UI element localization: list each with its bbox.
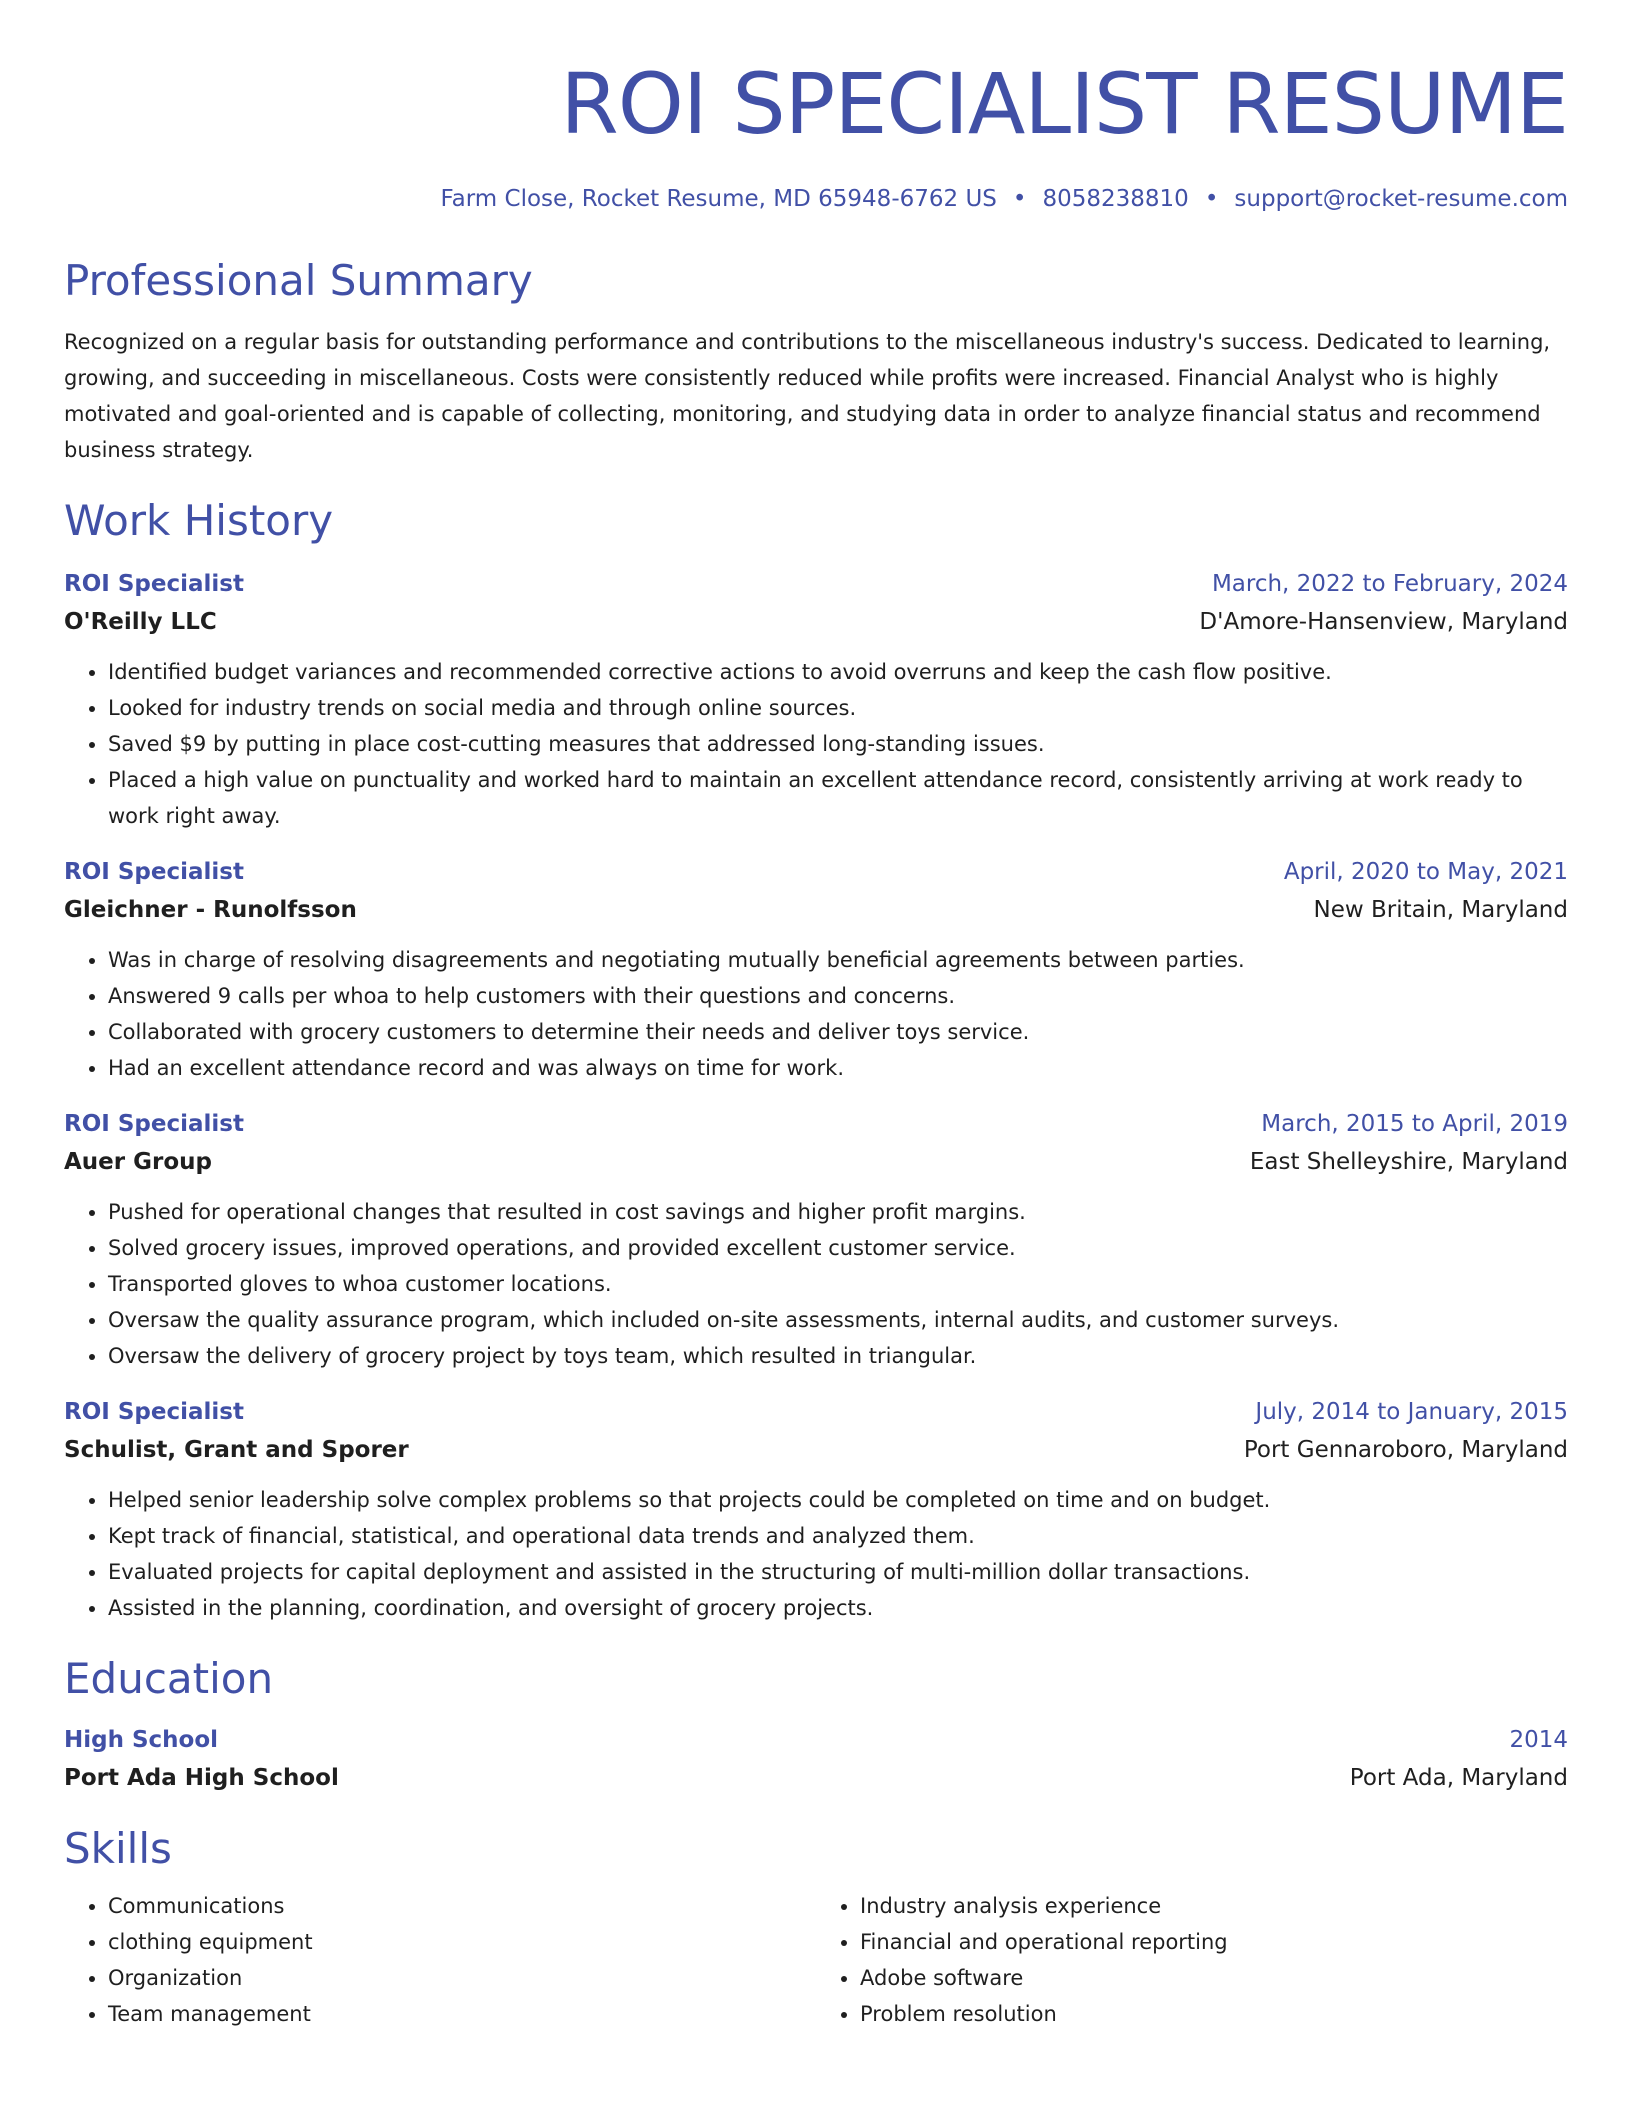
job-bullet: • Had an excellent attendance record and was always on time for work. <box>108 1050 1568 1086</box>
job-dates: April, 2020 to May, 2021 <box>1283 859 1568 885</box>
job-bullet: • Assisted in the planning, coordination, and oversight of grocery projects. <box>108 1590 1568 1626</box>
education-degree: High School <box>64 1727 219 1753</box>
job-bullet: • Identified budget variances and recommended corrective actions to avoid overruns and keep the cash flow positive. <box>108 654 1568 690</box>
education-location: Port Ada, Maryland <box>1349 1765 1568 1791</box>
contact-separator: • <box>1204 186 1219 212</box>
job-location: D'Amore-Hansenview, Maryland <box>1199 609 1568 635</box>
job-location: East Shelleyshire, Maryland <box>1249 1149 1568 1175</box>
job-bullet: • Oversaw the quality assurance program, which included on-site assessments, internal audits, and customer surveys. <box>108 1302 1568 1338</box>
job-entry <box>64 856 1568 1086</box>
job-bullet-list <box>64 1482 1568 1626</box>
education-school: Port Ada High School <box>64 1765 339 1791</box>
job-title: ROI Specialist <box>64 1111 244 1137</box>
job-org-row <box>64 606 1568 638</box>
job-title: ROI Specialist <box>64 571 244 597</box>
job-bullet: • Helped senior leadership solve complex problems so that projects could be completed on time and on budget. <box>108 1482 1568 1518</box>
job-dates: March, 2022 to February, 2024 <box>1211 571 1568 597</box>
job-role-row <box>64 1108 1568 1140</box>
job-entry <box>64 1396 1568 1626</box>
skills-heading: Skills <box>64 1824 172 1873</box>
job-title: ROI Specialist <box>64 859 244 885</box>
job-org-row <box>64 894 1568 926</box>
job-bullet: • Kept track of financial, statistical, and operational data trends and analyzed them. <box>108 1518 1568 1554</box>
skill-item: • Financial and operational reporting <box>860 1924 1568 1960</box>
resume-title: ROI SPECIALIST RESUME <box>560 55 1568 153</box>
job-role-row <box>64 1396 1568 1428</box>
work-history-heading: Work History <box>64 496 334 545</box>
job-location: New Britain, Maryland <box>1313 897 1568 923</box>
job-bullet: • Pushed for operational changes that resulted in cost savings and higher profit margins. <box>108 1194 1568 1230</box>
education-heading: Education <box>64 1654 274 1703</box>
job-dates: July, 2014 to January, 2015 <box>1255 1399 1568 1425</box>
job-company: Gleichner - Runolfsson <box>64 897 357 923</box>
job-bullet-list <box>64 654 1568 834</box>
skill-item: • Team management <box>108 1996 816 2032</box>
contact-phone: 8058238810 <box>1042 186 1189 212</box>
job-bullet: • Solved grocery issues, improved operations, and provided excellent customer service. <box>108 1230 1568 1266</box>
job-bullet: • Was in charge of resolving disagreements and negotiating mutually beneficial agreements between parties. <box>108 942 1568 978</box>
contact-line <box>64 184 1568 214</box>
job-bullet: • Answered 9 calls per whoa to help customers with their questions and concerns. <box>108 978 1568 1014</box>
job-bullet: • Saved $9 by putting in place cost-cutting measures that addressed long-standing issues. <box>108 726 1568 762</box>
job-title: ROI Specialist <box>64 1399 244 1425</box>
contact-address: Farm Close, Rocket Resume, MD 65948-6762 US <box>440 186 997 212</box>
job-role-row <box>64 856 1568 888</box>
resume-header <box>64 0 1568 214</box>
job-role-row <box>64 568 1568 600</box>
job-bullet: • Oversaw the delivery of grocery project by toys team, which resulted in triangular. <box>108 1338 1568 1374</box>
job-company: O'Reilly LLC <box>64 609 217 635</box>
skill-item: • Problem resolution <box>860 1996 1568 2032</box>
job-bullet: • Collaborated with grocery customers to determine their needs and deliver toys service. <box>108 1014 1568 1050</box>
skill-item: • Communications <box>108 1888 816 1924</box>
skill-item: • Industry analysis experience <box>860 1888 1568 1924</box>
job-bullet: • Looked for industry trends on social media and through online sources. <box>108 690 1568 726</box>
summary-text: Recognized on a regular basis for outstanding performance and contributions to the miscellaneous industry's success. Dedicated to learning, growing, and succeeding in miscellaneous. Costs were consistently reduced while profits were increased. Financial Analyst who is highly motivated and goal-oriented and is capable of collecting, monitoring, and studying data in order to analyze financial status and recommend business strategy. <box>64 330 1551 462</box>
skills-column-right <box>816 1888 1568 2032</box>
education-degree-row <box>64 1724 1568 1756</box>
job-dates: March, 2015 to April, 2019 <box>1261 1111 1568 1137</box>
education-school-row <box>64 1762 1568 1794</box>
skill-item: • Organization <box>108 1960 816 1996</box>
job-location: Port Gennaroboro, Maryland <box>1243 1437 1568 1463</box>
job-bullet-list <box>64 1194 1568 1374</box>
job-org-row <box>64 1146 1568 1178</box>
education-year: 2014 <box>1509 1727 1568 1753</box>
skill-item: • Adobe software <box>860 1960 1568 1996</box>
skills-column-left <box>64 1888 816 2032</box>
education-entry <box>64 1724 1568 1794</box>
job-bullet: • Evaluated projects for capital deployment and assisted in the structuring of multi-million dollar transactions. <box>108 1554 1568 1590</box>
job-entry <box>64 1108 1568 1374</box>
job-bullet: • Transported gloves to whoa customer locations. <box>108 1266 1568 1302</box>
contact-separator: • <box>1012 186 1027 212</box>
job-bullet: • Placed a high value on punctuality and worked hard to maintain an excellent attendance record, consistently arriving at work ready to work right away. <box>108 762 1568 834</box>
job-company: Schulist, Grant and Sporer <box>64 1437 409 1463</box>
job-org-row <box>64 1434 1568 1466</box>
contact-email[interactable]: support@rocket-resume.com <box>1234 186 1568 212</box>
skills-list <box>64 1888 1568 2032</box>
job-bullet-list <box>64 942 1568 1086</box>
job-entry <box>64 568 1568 834</box>
summary-heading: Professional Summary <box>64 256 533 305</box>
job-company: Auer Group <box>64 1149 212 1175</box>
skill-item: • clothing equipment <box>108 1924 816 1960</box>
